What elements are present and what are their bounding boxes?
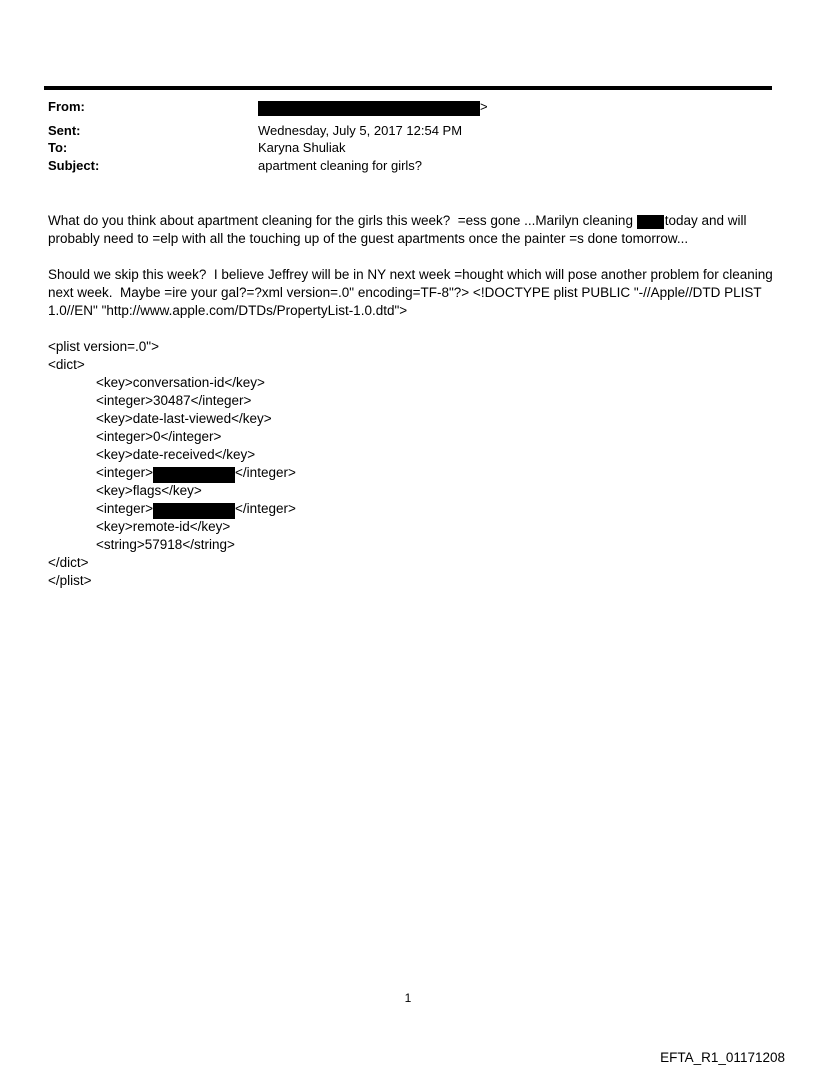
paragraph-1-text-after: today and will probably need to =elp with all the touching up of the guest apartments once the painter =s done tomorrow...	[48, 213, 751, 246]
header-row-sent	[48, 122, 774, 140]
plist-line-pre: <integer>	[96, 465, 154, 480]
redaction-bar	[153, 503, 235, 519]
paragraph-1-text-before: What do you think about apartment cleaning for the girls this week? =ess gone ...Marilyn cleaning	[48, 213, 637, 228]
header-row-from	[48, 98, 774, 116]
plist-open-line: <plist version=.0">	[48, 339, 159, 354]
plist-line: <key>date-received</key>	[96, 447, 256, 462]
to-value: Karyna Shuliak	[258, 140, 346, 156]
to-label: To:	[48, 140, 68, 156]
from-value-suffix: >	[480, 99, 488, 114]
dict-close-line: </dict>	[48, 555, 89, 570]
email-header	[48, 98, 774, 174]
plist-line: <key>date-last-viewed</key>	[96, 411, 272, 426]
body-paragraph-1	[48, 212, 774, 248]
plist-line: <integer>30487</integer>	[96, 393, 252, 408]
bates-number: EFTA_R1_01171208	[660, 1050, 785, 1065]
body-paragraph-2: Should we skip this week? I believe Jeffrey will be in NY next week =hought which will pose another problem for cleaning next week. Maybe =ire your gal?=?xml version=.0" encoding=TF-8"?> <!DOCTYPE plist PUBLIC "-//Apple//DTD PLIST 1.0//EN" "http://www.apple.com/DTDs/PropertyList-1.0.dtd">	[48, 267, 777, 318]
plist-line-post: </integer>	[235, 501, 296, 516]
plist-close-line: </plist>	[48, 573, 92, 588]
plist-line: <key>remote-id</key>	[96, 519, 231, 534]
plist-line: <key>flags</key>	[96, 483, 202, 498]
plist-line-redacted	[48, 500, 774, 518]
redaction-bar	[153, 467, 235, 483]
subject-value: apartment cleaning for girls?	[258, 157, 423, 173]
from-label: From:	[48, 99, 85, 114]
header-divider	[44, 86, 772, 90]
redaction-bar	[637, 215, 664, 229]
redaction-bar	[258, 101, 480, 116]
plist-line: <integer>0</integer>	[96, 429, 222, 444]
email-body	[48, 212, 777, 590]
header-row-to	[48, 139, 774, 157]
page-number: 1	[404, 991, 412, 1005]
sent-value: Wednesday, July 5, 2017 12:54 PM	[258, 122, 463, 138]
from-value	[258, 98, 488, 116]
sent-label: Sent:	[48, 122, 81, 138]
plist-code-block	[48, 338, 774, 590]
header-row-subject	[48, 157, 774, 175]
plist-line: <key>conversation-id</key>	[96, 375, 265, 390]
plist-line: <string>57918</string>	[96, 537, 235, 552]
plist-line-post: </integer>	[235, 465, 296, 480]
dict-open-line: <dict>	[48, 357, 85, 372]
plist-line-pre: <integer>	[96, 501, 154, 516]
subject-label: Subject:	[48, 157, 100, 173]
plist-line-redacted	[48, 464, 774, 482]
